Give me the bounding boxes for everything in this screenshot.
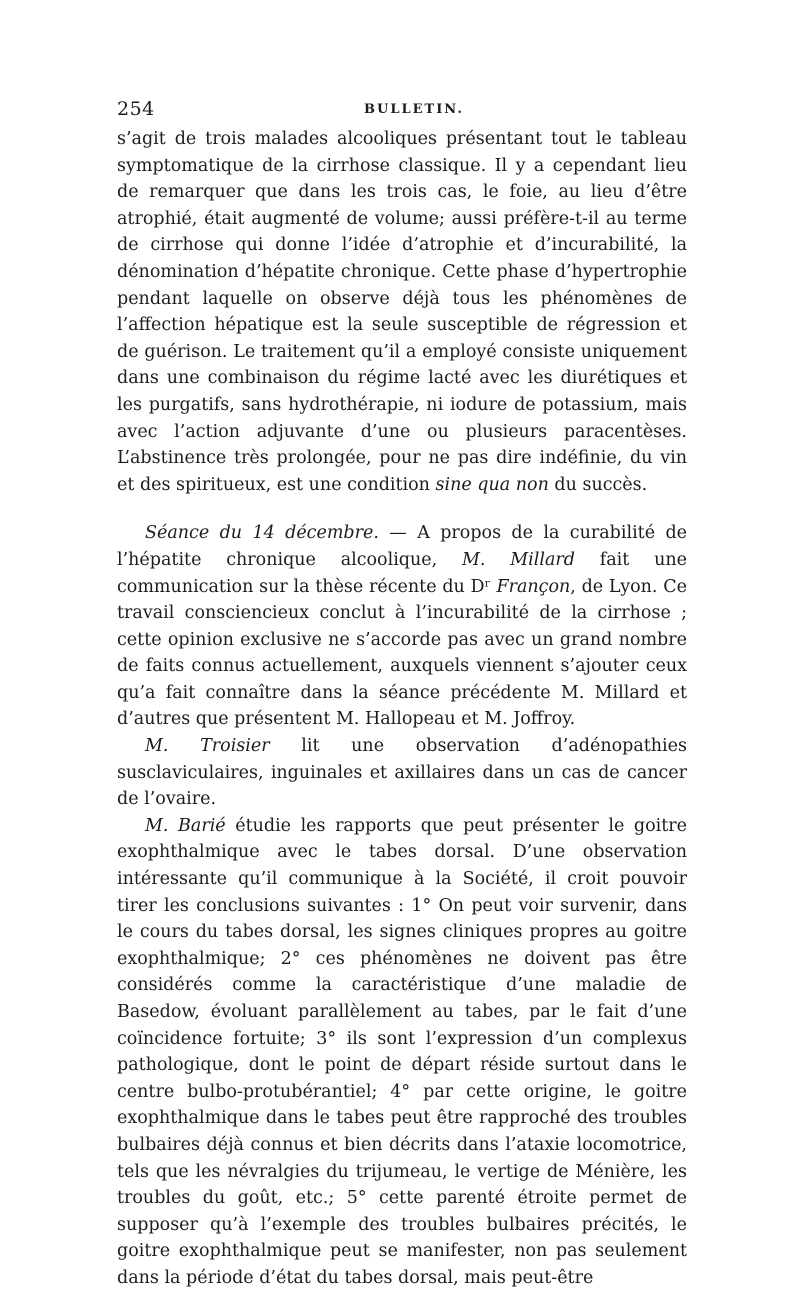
running-title: BULLETIN.	[364, 102, 464, 117]
italic-run: sine qua non	[435, 474, 549, 495]
paragraph-4	[117, 813, 687, 1292]
running-head	[117, 98, 687, 122]
italic-run: Françon	[496, 576, 571, 597]
text-run: , de Lyon. Ce travail consciencieux conclut à l’incurabilité de la cirrhose ; cette opinion exclusive ne s’accorde pas avec un grand nombre de faits connus actuellement, auxquels viennent s’ajouter ceux qu’a fait connaître dans la séance précédente M. Millard et d’autres que présentent M. Hallopeau et M. Joffroy.	[117, 576, 687, 730]
section-gap	[117, 498, 687, 520]
text-run: fait une communication sur la thèse récente du Dʳ	[117, 549, 687, 597]
text-run: s’agit de trois malades alcooliques présentant tout le tableau symptomatique de la cirrhose classique. Il y a cependant lieu de remarquer que dans les trois cas, le foie, au lieu d’être atrophié, était augmenté de volume; aussi préfère-t-il au terme de cirrhose qui donne l’idée d’atrophie et d’incurabilité, la dénomination d’hépatite chronique. Cette phase d’hypertrophie pendant laquelle on observe déjà tous les phénomènes de l’affection hépatique est la seule susceptible de régression et de guérison. Le traitement qu’il a employé consiste uniquement dans une combinaison du régime lacté avec les diurétiques et les purgatifs, sans hydrothérapie, ni iodure de potassium, mais avec l’action adjuvante d’une ou plusieurs paracentèses. L’abstinence très prolongée, pour ne pas dire indéfinie, du vin et des spiritueux, est une condition	[117, 129, 687, 495]
text-run: lit une observation d’adénopathies susclaviculaires, inguinales et axillaires dans un cas de cancer de l’ovaire.	[117, 736, 687, 810]
italic-run: Séance du 14 décembre.	[145, 523, 379, 544]
text-run: du succès.	[548, 474, 648, 495]
paragraph-2	[117, 520, 687, 733]
italic-run: M. Barié	[145, 815, 226, 836]
paragraph-3	[117, 733, 687, 813]
italic-run: M. Troisier	[145, 736, 270, 757]
paragraph-1	[117, 126, 687, 498]
text-run: étudie les rapports que peut présenter le goitre exophthalmique avec le tabes dorsal. D’une observation intéressante qu’il communique à la Société, il croit pouvoir tirer les conclusions suivantes : 1° On peut voir survenir, dans le cours du tabes dorsal, les signes cliniques propres au goitre exophthalmique; 2° ces phénomènes ne doivent pas être considérés comme la caractéristique d’une maladie de Basedow, évoluant parallèlement au tabes, par le fait d’une coïncidence fortuite; 3° ils sont l’expression d’un complexus pathologique, dont le point de départ réside surtout dans le centre bulbo-protubérantiel; 4° par cette origine, le goitre exophthalmique dans le tabes peut être rapproché des troubles bulbaires déjà connus et bien décrits dans l’ataxie locomotrice, tels que les névralgies du trijumeau, le vertige de Ménière, les troubles du goût, etc.; 5° cette parenté étroite permet de supposer qu’à l’exemple des troubles bulbaires précités, le goitre exophthalmique peut se manifester, non pas seulement dans la période d’état du tabes dorsal, mais peut-être	[117, 815, 687, 1288]
body-text	[117, 126, 687, 1292]
text-run: — A propos de la curabilité de l’hépatite chronique alcoolique,	[117, 523, 687, 570]
italic-run: M. Millard	[461, 549, 575, 570]
page-number: 254	[117, 98, 155, 120]
